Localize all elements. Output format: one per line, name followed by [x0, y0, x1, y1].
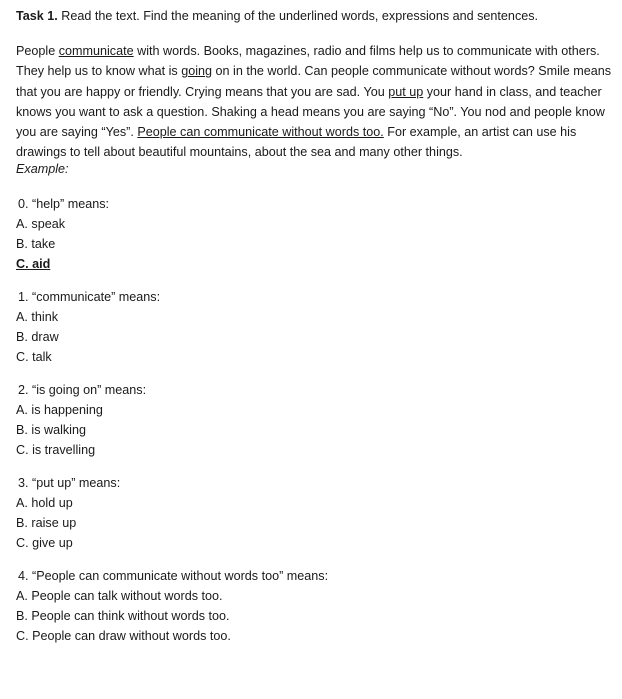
question-stem: 1. “communicate” means:	[18, 290, 161, 304]
option-c: C. is travelling	[16, 443, 96, 457]
underlined-word-put-up: put up	[388, 84, 424, 99]
option-a: A. is happening	[16, 403, 103, 417]
option-c-answer: C. aid	[16, 257, 51, 271]
passage-text: on in the world. Can people communicate without words? Smile means that you are happy or friendly. Crying means that you are sad. You	[16, 64, 612, 99]
task-instruction: Read the text. Find the meaning of the underlined words, expressions and sentences.	[57, 9, 539, 23]
option-a: A. speak	[16, 217, 66, 231]
option-a: A. People can talk without words too.	[16, 589, 223, 603]
example-label: Example:	[16, 162, 69, 176]
question-stem: 0. “help” means:	[18, 197, 109, 211]
reading-passage	[16, 41, 616, 163]
option-a: A. hold up	[16, 496, 73, 510]
option-c: C. give up	[16, 536, 73, 550]
option-b: B. is walking	[16, 423, 86, 437]
underlined-sentence: People can communicate without words too.	[137, 125, 384, 140]
question-0	[16, 194, 109, 274]
option-a: A. think	[16, 310, 58, 324]
question-stem: 4. “People can communicate without words too” means:	[18, 569, 329, 583]
question-4	[16, 566, 328, 646]
question-stem: 2. “is going on” means:	[18, 383, 147, 397]
question-2	[16, 380, 146, 460]
option-c: C. People can draw without words too.	[16, 629, 231, 643]
question-1	[16, 287, 160, 367]
task-label: Task 1.	[16, 9, 58, 23]
passage-text: your hand in class, and teacher knows you want to ask a question. Shaking a head means you are saying “No”. You nod and people know you are saying “Yes”.	[16, 84, 605, 140]
option-b: B. take	[16, 237, 56, 251]
underlined-word-going: going	[181, 64, 213, 79]
option-b: B. raise up	[16, 516, 77, 530]
passage-text: with words. Books, magazines, radio and films help us to communicate with others. They help us to know what is	[16, 44, 600, 79]
question-3	[16, 473, 120, 553]
option-c: C. talk	[16, 350, 52, 364]
question-stem: 3. “put up” means:	[18, 476, 121, 490]
passage-text: For example, an artist can use his drawings to tell about beautiful mountains, about the sea and many other things.	[16, 125, 577, 160]
passage-text: People	[16, 44, 59, 58]
underlined-word-communicate: communicate	[58, 44, 134, 58]
option-b: B. draw	[16, 330, 59, 344]
option-b: B. People can think without words too.	[16, 609, 230, 623]
task-heading	[16, 9, 538, 23]
